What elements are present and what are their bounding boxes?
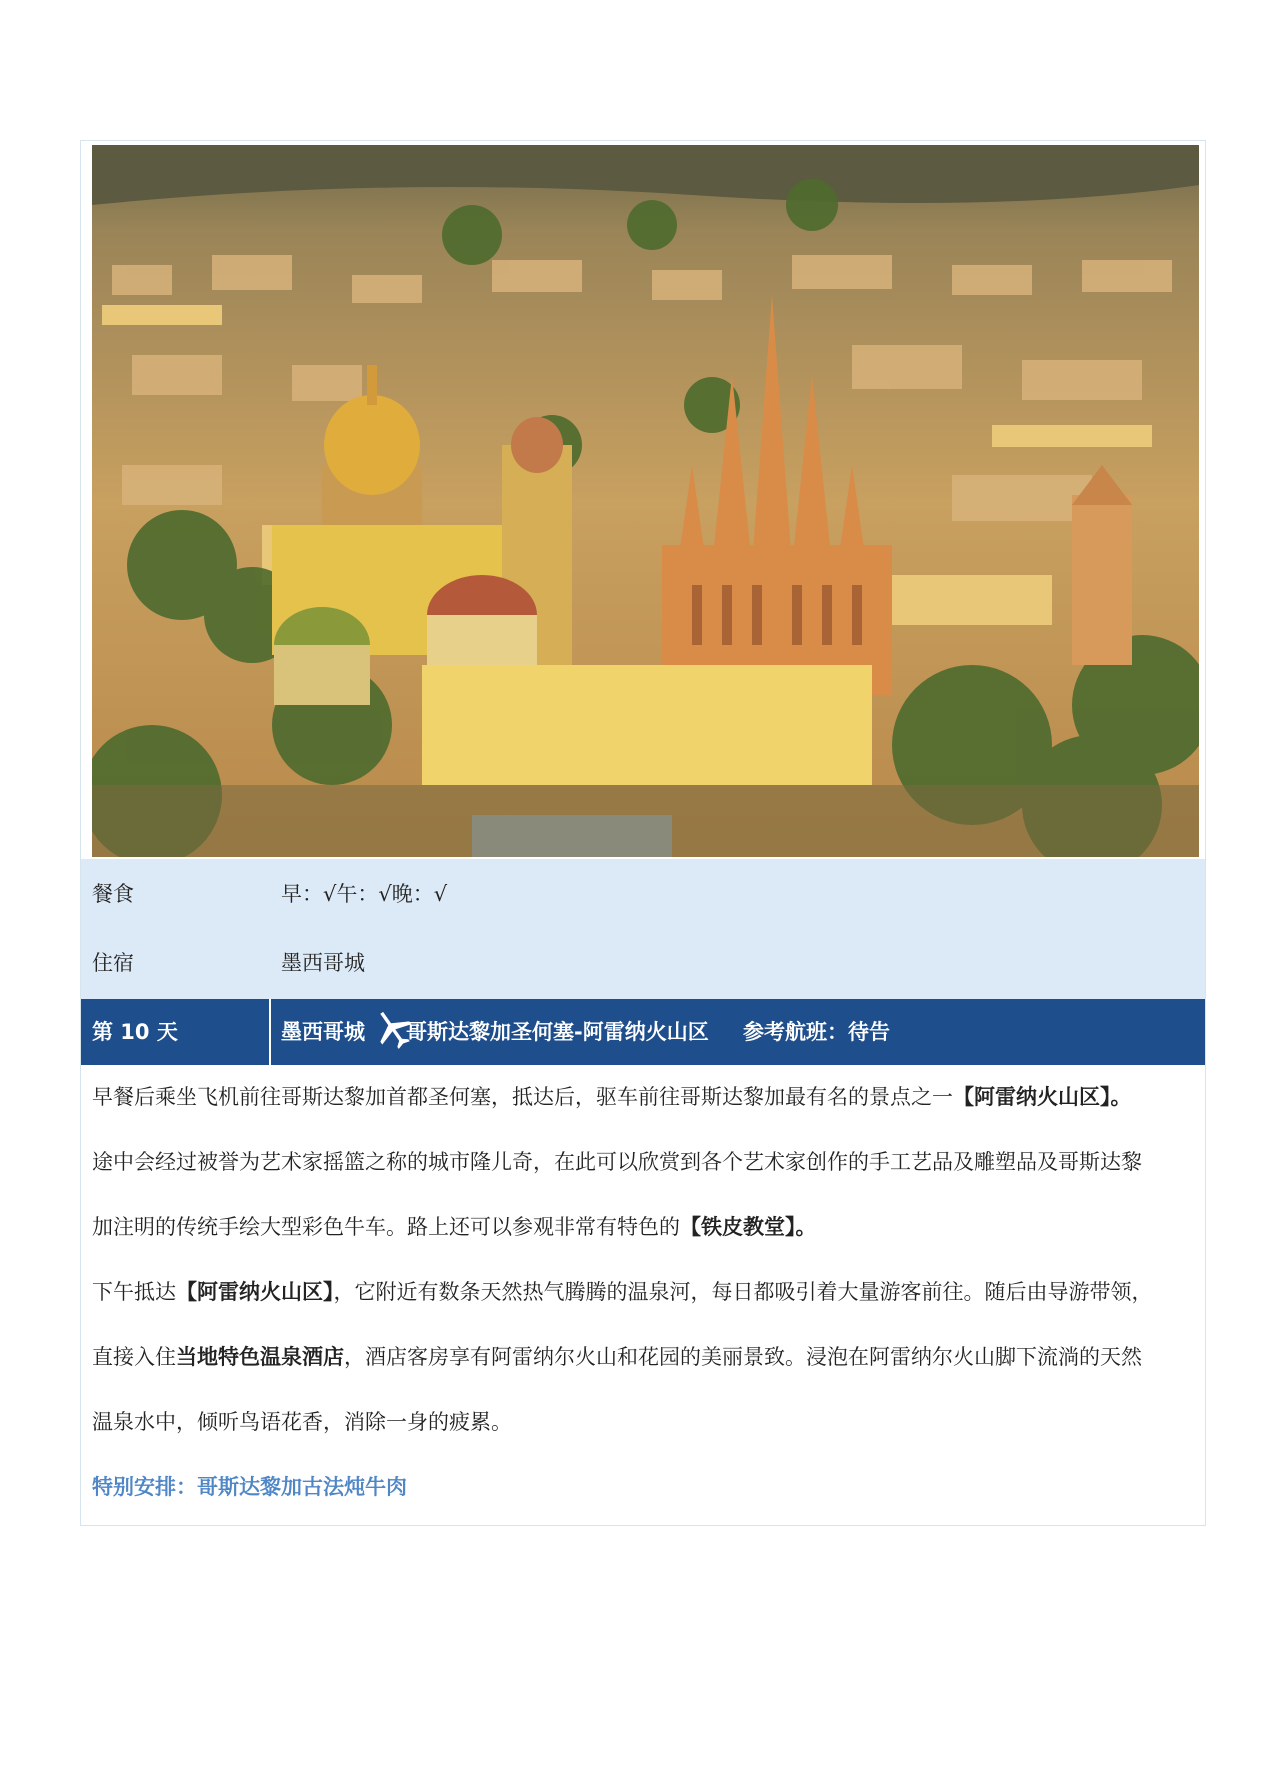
divider <box>269 999 271 1065</box>
stay-label: 住宿 <box>92 951 134 975</box>
paragraph-line <box>92 1390 1196 1455</box>
stay-value: 墨西哥城 <box>281 951 365 975</box>
highlight-text: 【阿雷纳火山区】 <box>176 1280 334 1304</box>
city-cathedral-photo <box>92 145 1199 857</box>
text: ，它附近有数条天然热气腾腾的温泉河，每日都吸引着大量游客前往。随后由导游带领， <box>333 1280 1153 1304</box>
highlight-text: 【铁皮教堂】。 <box>680 1215 817 1239</box>
paragraph-line <box>92 1065 1196 1130</box>
text: 加注明的传统手绘大型彩色牛车。路上还可以参观非常有特色的 <box>92 1215 680 1239</box>
meals-row <box>81 874 1205 914</box>
stay-row <box>81 943 1205 983</box>
route-to: 哥斯达黎加圣何塞-阿雷纳火山区 <box>406 1020 709 1044</box>
flight-reference: 参考航班：待告 <box>743 1020 890 1044</box>
text: 早餐后乘坐飞机前往哥斯达黎加首都圣何塞，抵达后，驱车前往哥斯达黎加最有名的景点之一 <box>92 1085 953 1109</box>
paragraph-line <box>92 1260 1196 1325</box>
info-table <box>81 859 1205 999</box>
paragraph-line <box>92 1325 1196 1390</box>
text: 下午抵达 <box>92 1280 176 1304</box>
meals-value: 早：√午：√晚：√ <box>281 882 448 906</box>
route-from: 墨西哥城 <box>281 1020 365 1044</box>
text: ，酒店客房享有阿雷纳尔火山和花园的美丽景致。浸泡在阿雷纳尔火山脚下流淌的天然 <box>344 1345 1142 1369</box>
itinerary-card <box>80 140 1206 1526</box>
itinerary-text <box>92 1065 1196 1520</box>
text: 直接入住 <box>92 1345 176 1369</box>
cathedral-illustration <box>92 145 1199 857</box>
text: 途中会经过被誉为艺术家摇篮之称的城市隆儿奇，在此可以欣赏到各个艺术家创作的手工艺品及雕塑品及哥斯达黎 <box>92 1150 1142 1174</box>
highlight-text: 当地特色温泉酒店 <box>176 1345 344 1369</box>
paragraph-line <box>92 1195 1196 1260</box>
highlight-text: 【阿雷纳火山区】。 <box>953 1085 1132 1109</box>
text: 温泉水中，倾听鸟语花香，消除一身的疲累。 <box>92 1410 512 1434</box>
day-header-bar <box>81 999 1205 1065</box>
meals-label: 餐食 <box>92 882 134 906</box>
special-arrangement: 特别安排：哥斯达黎加古法炖牛肉 <box>92 1475 407 1499</box>
paragraph-line <box>92 1130 1196 1195</box>
day-number: 第 10 天 <box>92 1020 178 1044</box>
